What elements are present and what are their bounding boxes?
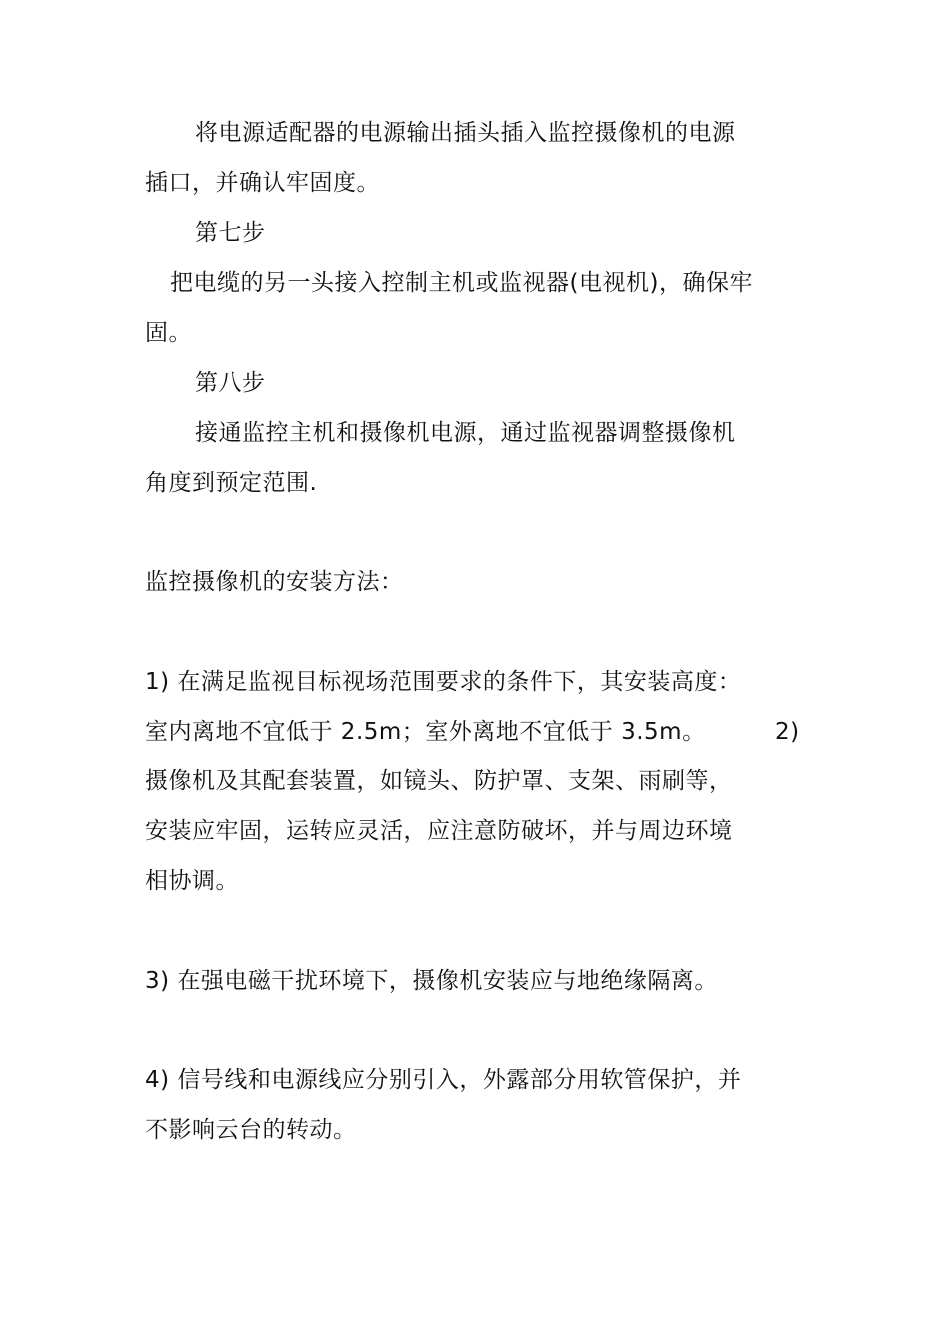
paragraph-line: 将电源适配器的电源输出插头插入监控摄像机的电源 (195, 120, 736, 146)
list-item-number: 2) (775, 719, 800, 745)
list-item-line: 安装应牢固，运转应灵活，应注意防破坏，并与周边环境 (145, 818, 733, 844)
list-item-line: 3) 在强电磁干扰环境下，摄像机安装应与地绝缘隔离。 (145, 968, 718, 994)
list-item-line: 不影响云台的转动。 (145, 1117, 357, 1143)
step-heading: 第八步 (195, 370, 266, 396)
list-item-line: 摄像机及其配套装置，如镜头、防护罩、支架、雨刷等， (145, 768, 733, 794)
list-item-line: 4) 信号线和电源线应分别引入，外露部分用软管保护，并 (145, 1067, 742, 1093)
step-heading: 第七步 (195, 220, 266, 246)
section-heading: 监控摄像机的安装方法： (145, 569, 404, 595)
paragraph-line: 固。 (145, 320, 192, 346)
paragraph-line: 把电缆的另一头接入控制主机或监视器(电视机)，确保牢 (170, 270, 753, 296)
paragraph-line: 角度到预定范围. (145, 470, 318, 496)
paragraph-line: 接通监控主机和摄像机电源，通过监视器调整摄像机 (195, 420, 736, 446)
list-item-line: 1) 在满足监视目标视场范围要求的条件下，其安装高度： (145, 669, 742, 695)
list-item-line: 相协调。 (145, 868, 239, 894)
paragraph-line: 插口，并确认牢固度。 (145, 170, 380, 196)
list-item-line: 室内离地不宜低于 2.5m；室外离地不宜低于 3.5m。 (145, 719, 706, 745)
